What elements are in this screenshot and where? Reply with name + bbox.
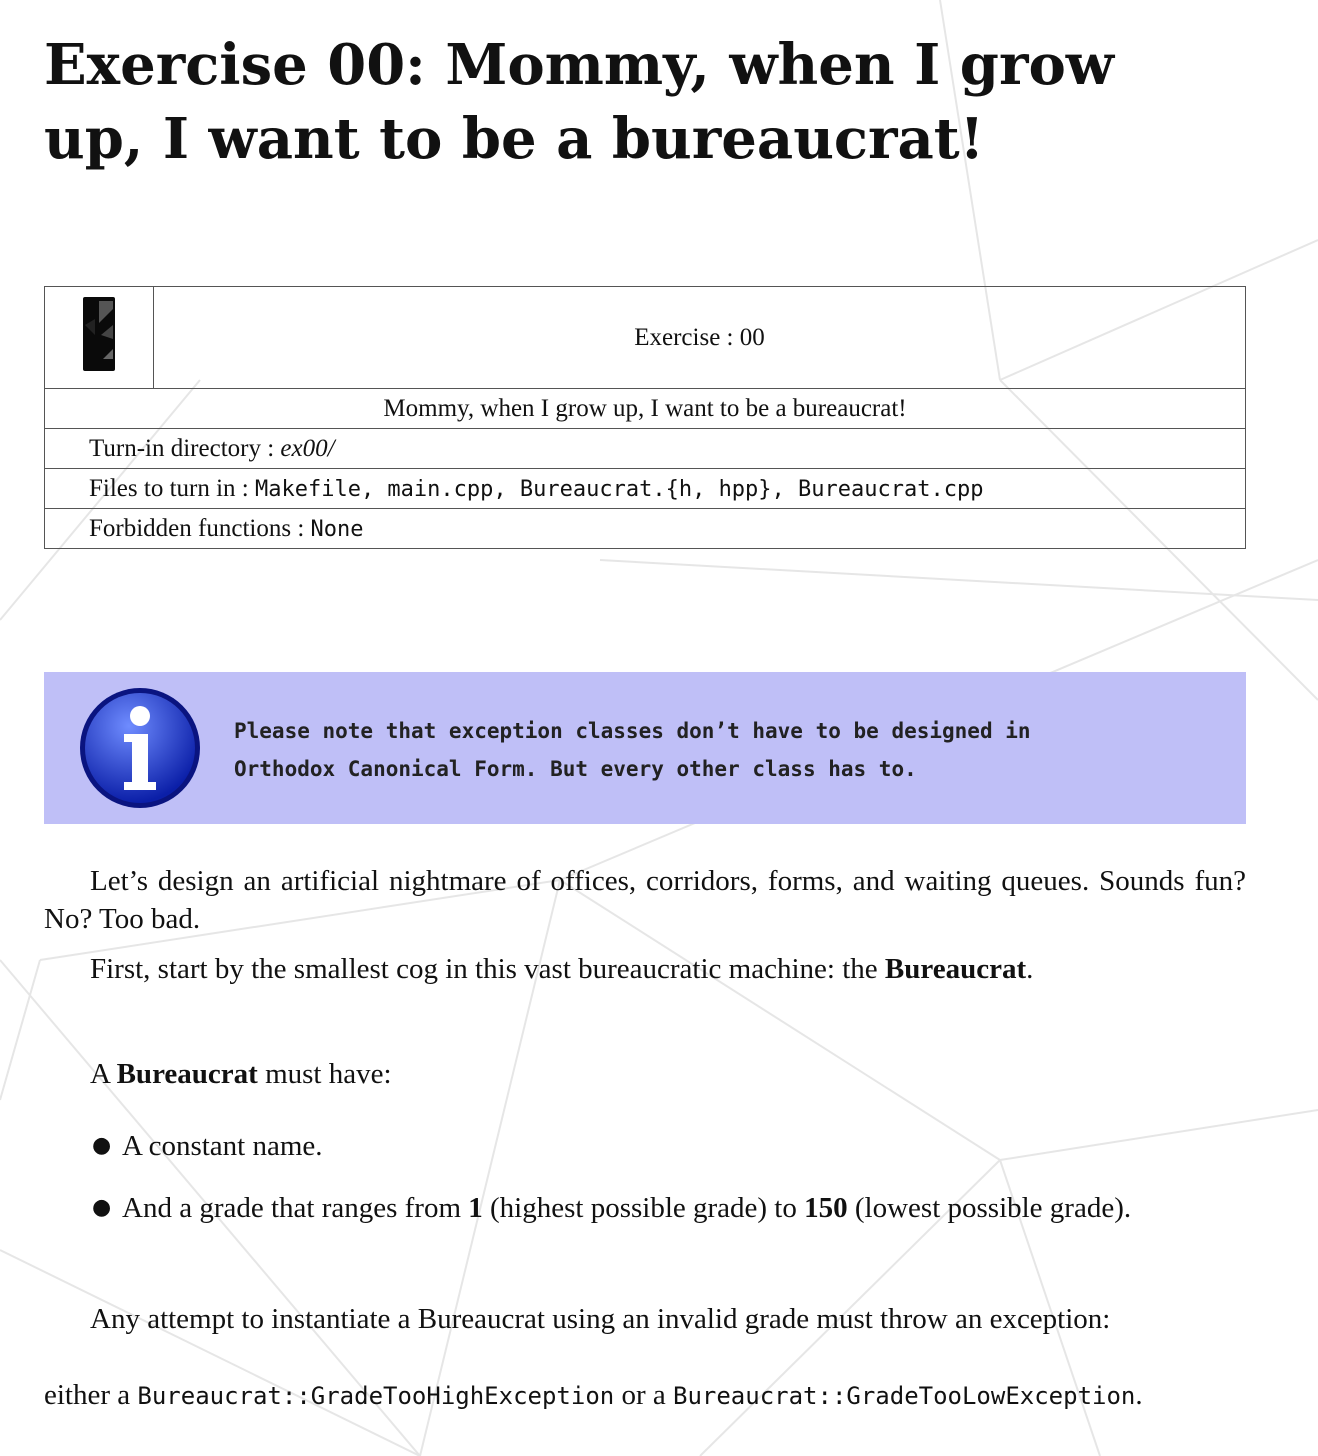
paragraph-exception-types — [44, 1376, 1304, 1415]
code-text: Bureaucrat::GradeTooHighException — [137, 1382, 615, 1410]
forbidden-value: None — [310, 516, 364, 542]
bold-text: Bureaucrat — [116, 1058, 258, 1090]
text: . — [1026, 953, 1034, 985]
text: . — [1135, 1379, 1143, 1411]
paragraph-first — [44, 950, 1246, 988]
turnin-directory-row — [45, 429, 1246, 469]
bold-text: 150 — [804, 1192, 848, 1224]
info-icon — [78, 686, 202, 810]
exercise-subtitle: Mommy, when I grow up, I want to be a bureaucrat! — [45, 389, 1246, 429]
text: First, start by the smallest cog in this vast bureaucratic machine: the — [90, 953, 885, 985]
files-label: Files to turn in : — [89, 474, 255, 502]
forbidden-row — [45, 509, 1246, 549]
text: either a — [44, 1379, 138, 1411]
bullet-icon: ● — [92, 1133, 112, 1158]
turnin-value: ex00/ — [280, 434, 335, 462]
school-logo-icon — [81, 295, 117, 373]
forbidden-label: Forbidden functions : — [89, 514, 311, 542]
bold-text: Bureaucrat — [884, 953, 1027, 985]
text: And a grade that ranges from — [122, 1192, 469, 1224]
exercise-number: Exercise : 00 — [154, 287, 1246, 389]
info-line-2: Orthodox Canonical Form. But every other class has to. — [234, 757, 917, 781]
text: A — [90, 1058, 117, 1090]
exercise-header-table — [44, 286, 1246, 549]
text: or a — [614, 1379, 673, 1411]
code-text: Bureaucrat::GradeTooLowException — [673, 1382, 1136, 1410]
turnin-label: Turn-in directory : — [89, 434, 281, 462]
bullet-icon: ● — [92, 1195, 112, 1220]
text: must have: — [257, 1058, 392, 1090]
files-row — [45, 469, 1246, 509]
paragraph-exception: Any attempt to instantiate a Bureaucrat using an invalid grade must throw an exception: — [90, 1303, 1111, 1335]
paragraph-must-have — [44, 1055, 1246, 1093]
paragraph-intro: Let’s design an artificial nightmare of offices, corridors, forms, and waiting queues. Sounds fun? No? Too bad. — [44, 865, 1246, 935]
page-title: Exercise 00: Mommy, when I grow up, I want to be a bureaucrat! — [44, 32, 1115, 172]
info-line-1: Please note that exception classes don’t have to be designed in — [234, 719, 1031, 743]
files-value: Makefile, main.cpp, Bureaucrat.{h, hpp}, Bureaucrat.cpp — [254, 476, 984, 502]
info-box — [44, 672, 1246, 824]
bullet-item-2 — [122, 1189, 1246, 1227]
bullet-item-1: A constant name. — [122, 1130, 323, 1162]
logo-cell — [45, 287, 154, 389]
text: (highest possible grade) to — [482, 1192, 805, 1224]
text: (lowest possible grade). — [847, 1192, 1132, 1224]
bold-text: 1 — [468, 1192, 483, 1224]
